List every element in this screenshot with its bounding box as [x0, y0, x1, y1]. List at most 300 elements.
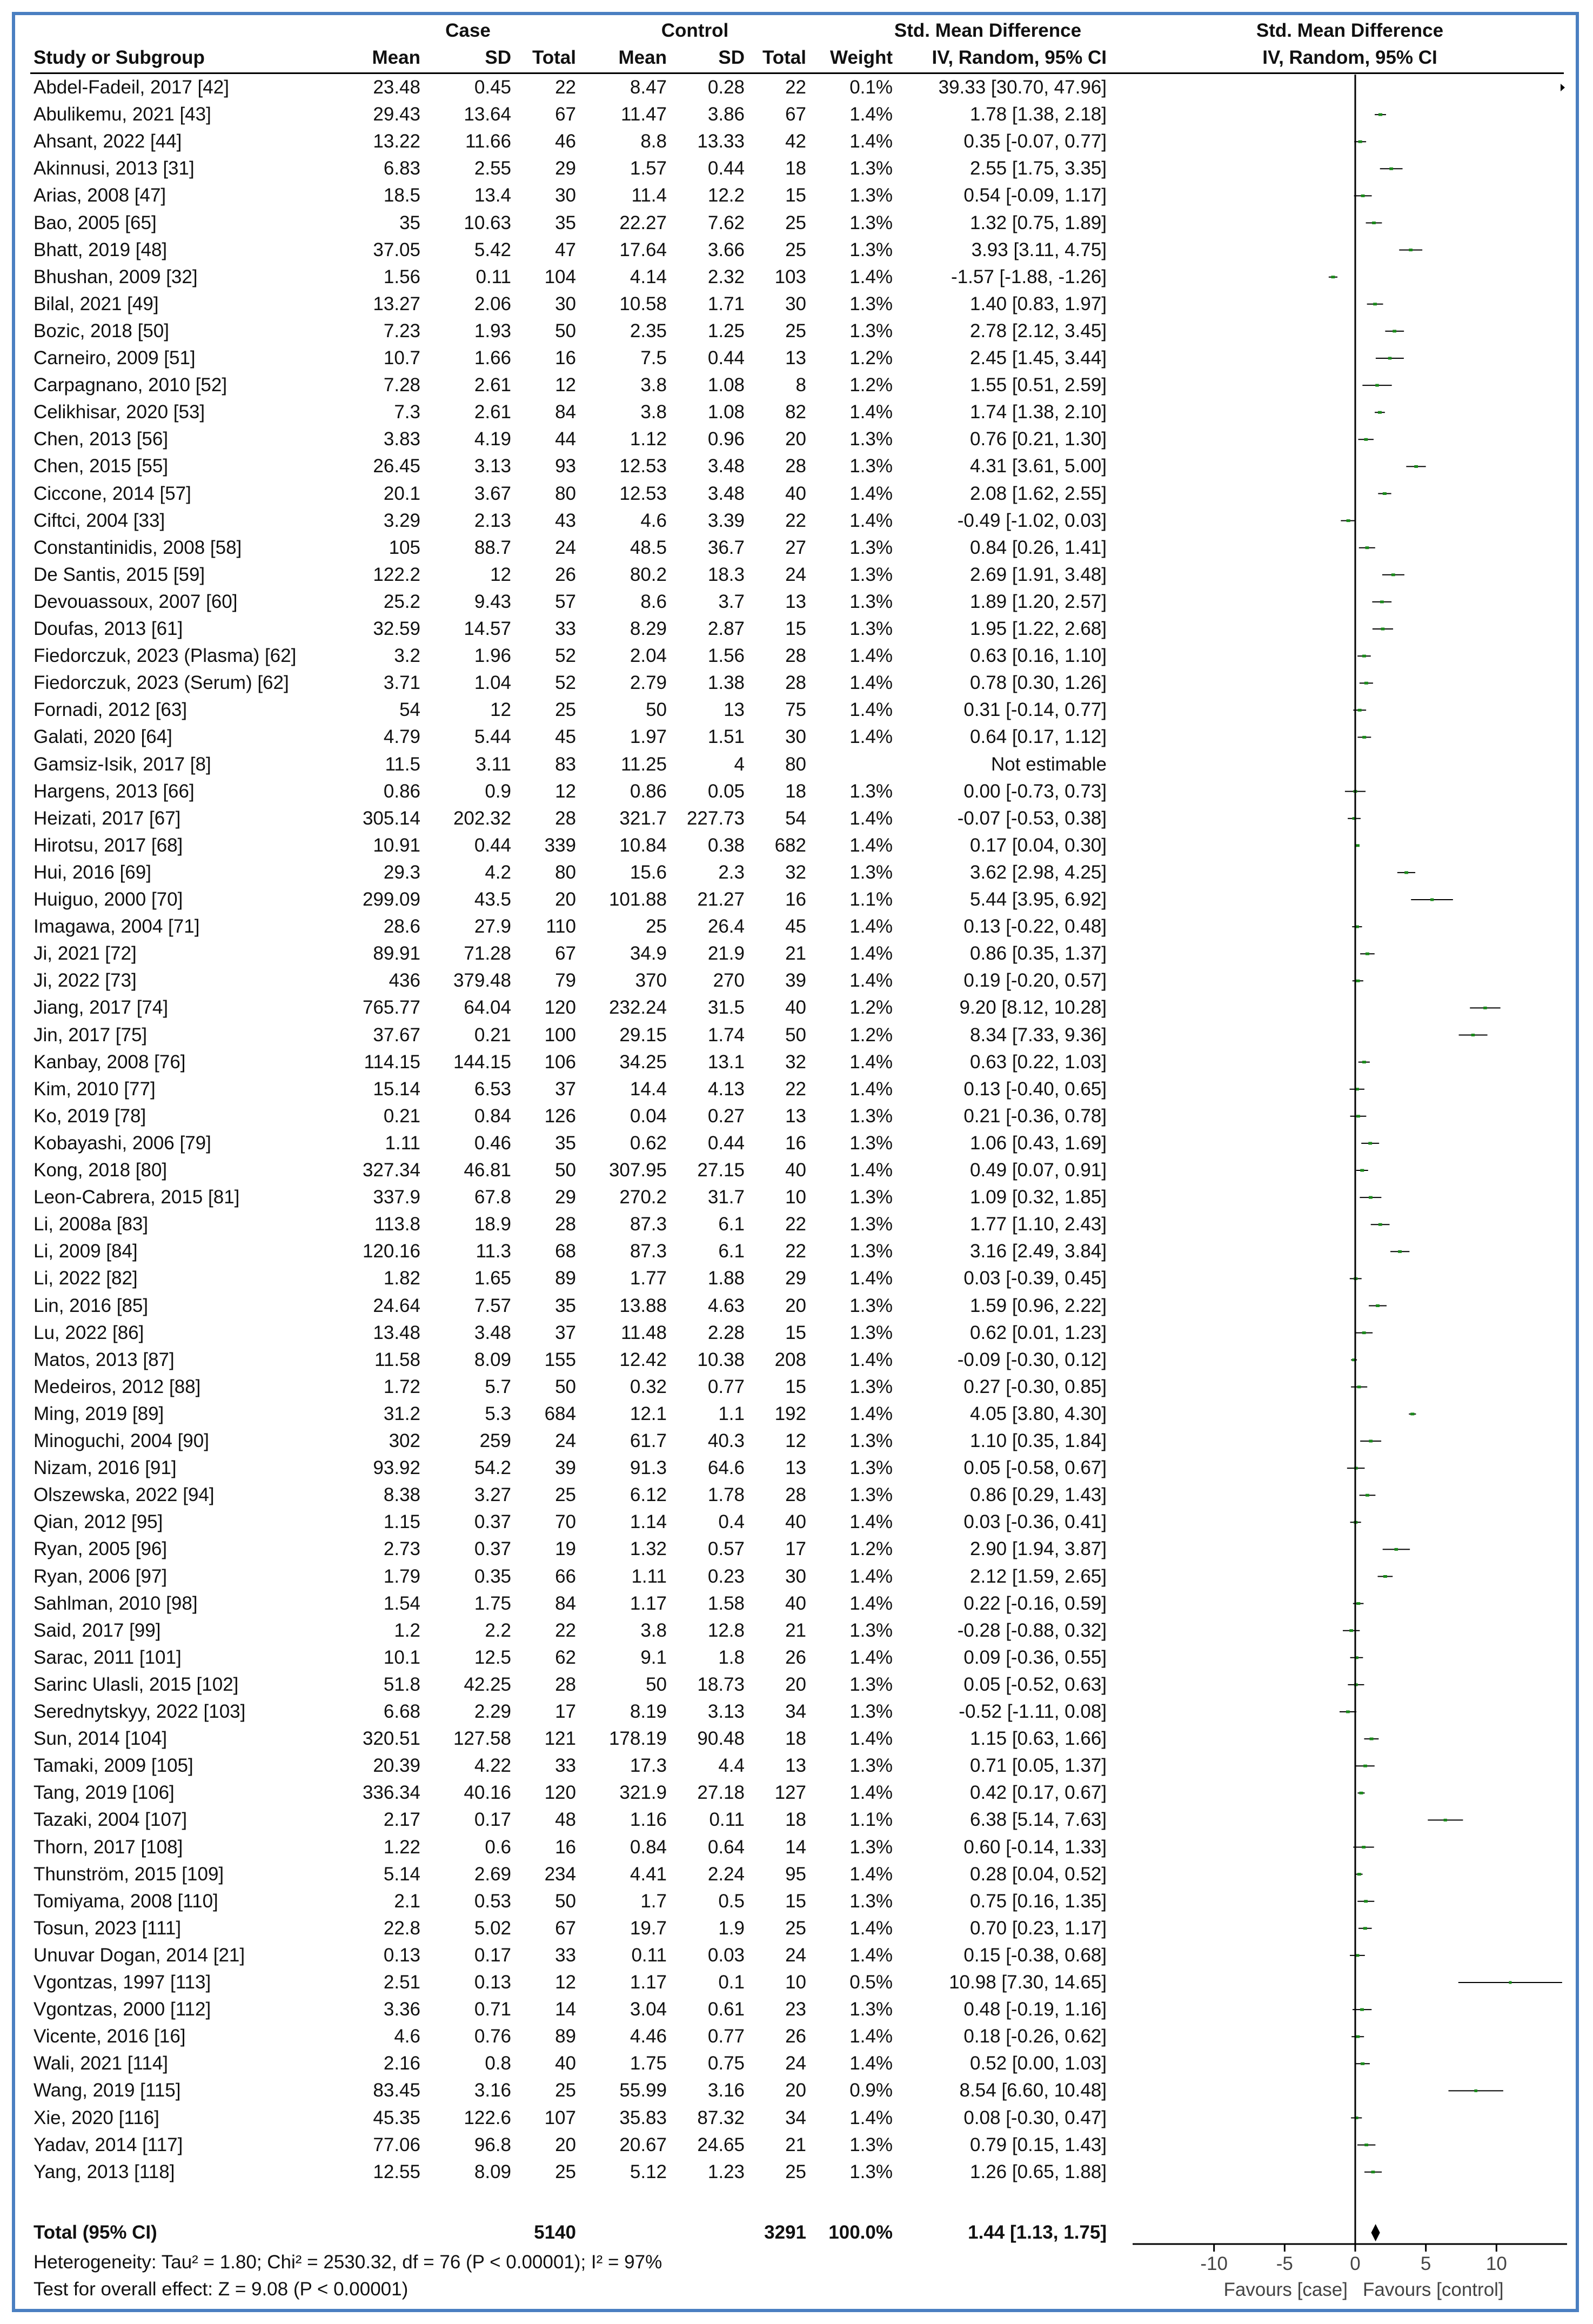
- smd-ci: 0.49 [0.07, 0.91]: [970, 1160, 1107, 1181]
- case-total: 80: [555, 861, 576, 883]
- weight: 0.5%: [849, 1972, 893, 1993]
- control-sd: 4.4: [718, 1755, 745, 1777]
- effect-marker: [1366, 953, 1369, 955]
- case-mean: 83.45: [373, 2080, 420, 2101]
- study-name: Chen, 2013 [56]: [34, 428, 169, 450]
- case-total: 48: [555, 1809, 576, 1831]
- effect-marker: [1383, 492, 1387, 495]
- control-sd: 3.16: [707, 2080, 745, 2101]
- case-sd: 67.8: [474, 1187, 511, 1208]
- effect-marker: [1361, 195, 1365, 197]
- control-mean: 34.9: [630, 943, 667, 965]
- case-total: 70: [555, 1511, 576, 1533]
- control-mean: 0.62: [630, 1132, 667, 1154]
- control-sd: 40.3: [707, 1430, 745, 1451]
- weight: 1.4%: [849, 2026, 893, 2047]
- case-total: 339: [544, 834, 576, 856]
- effect-marker: [1357, 1385, 1361, 1388]
- control-total: 23: [785, 1999, 806, 2020]
- study-name: Ciftci, 2004 [33]: [34, 510, 165, 531]
- case-total: 26: [555, 564, 576, 585]
- case-sd: 54.2: [474, 1457, 511, 1479]
- control-mean: 0.04: [630, 1105, 667, 1127]
- case-sd: 12: [490, 564, 511, 585]
- smd-ci: 1.77 [1.10, 2.43]: [970, 1214, 1107, 1235]
- case-total: 107: [544, 2107, 576, 2128]
- control-total: 15: [785, 1890, 806, 1912]
- case-sd: 96.8: [474, 2134, 511, 2155]
- control-mean: 15.6: [630, 861, 667, 883]
- effect-marker: [1372, 222, 1376, 224]
- case-sd: 5.3: [485, 1403, 511, 1424]
- case-sd: 1.04: [474, 672, 511, 694]
- control-mean: 87.3: [630, 1214, 667, 1235]
- weight: 1.2%: [849, 1538, 893, 1560]
- control-total: 103: [774, 266, 806, 287]
- study-name: Tosun, 2023 [111]: [34, 1917, 182, 1939]
- control-mean: 3.8: [640, 401, 667, 423]
- weight: 1.4%: [849, 1782, 893, 1804]
- effect-marker: [1366, 546, 1369, 549]
- effect-marker: [1383, 1575, 1387, 1578]
- smd-ci: 4.31 [3.61, 5.00]: [970, 456, 1107, 477]
- control-mean: 12.53: [619, 483, 667, 504]
- control-mean: 2.35: [630, 320, 667, 341]
- control-mean: 3.8: [640, 1619, 667, 1641]
- weight: 1.3%: [849, 2161, 893, 2182]
- case-sd: 11.66: [465, 131, 511, 152]
- case-mean: 12.55: [373, 2161, 420, 2182]
- weight: 1.4%: [849, 1592, 893, 1614]
- control-mean: 1.17: [630, 1592, 667, 1614]
- smd-ci: 6.38 [5.14, 7.63]: [970, 1809, 1107, 1831]
- case-mean: 37.67: [373, 1024, 420, 1046]
- effect-marker: [1356, 2035, 1360, 2038]
- case-mean: 10.7: [383, 347, 420, 369]
- smd-ci: 3.16 [2.49, 3.84]: [970, 1241, 1107, 1262]
- case-total: 110: [546, 916, 576, 937]
- case-total: 35: [555, 1295, 576, 1316]
- case-sd: 71.28: [464, 943, 511, 965]
- weight: 1.2%: [849, 997, 893, 1019]
- case-sd: 1.65: [474, 1268, 511, 1289]
- control-sd: 1.88: [707, 1268, 745, 1289]
- smd-ci: 0.03 [-0.39, 0.45]: [963, 1268, 1107, 1289]
- case-total: 25: [555, 2161, 576, 2182]
- control-sd: 2.28: [707, 1322, 745, 1343]
- smd-ci: 1.15 [0.63, 1.66]: [970, 1728, 1107, 1750]
- study-name: Bao, 2005 [65]: [34, 212, 157, 233]
- study-name: Li, 2022 [82]: [34, 1268, 138, 1289]
- case-mean: 299.09: [362, 889, 420, 910]
- case-sd: 3.67: [474, 483, 511, 504]
- weight: 1.4%: [849, 1160, 893, 1181]
- case-sd: 0.6: [485, 1836, 511, 1858]
- effect-marker: [1388, 357, 1392, 360]
- control-sd: 26.4: [707, 916, 745, 937]
- x-tick-label: 10: [1485, 2253, 1507, 2274]
- study-name: Lin, 2016 [85]: [34, 1295, 149, 1316]
- control-total: 40: [785, 483, 806, 504]
- study-name: Fiedorczuk, 2023 (Plasma) [62]: [34, 645, 297, 667]
- case-mean: 1.72: [383, 1376, 420, 1397]
- control-total: 30: [785, 726, 806, 748]
- case-mean: 35: [399, 212, 420, 233]
- control-sd: 0.77: [707, 2026, 745, 2047]
- smd-ci: 0.15 [-0.38, 0.68]: [963, 1944, 1107, 1966]
- case-sd: 6.53: [474, 1078, 511, 1100]
- study-name: Abulikemu, 2021 [43]: [34, 104, 211, 125]
- weight: 1.3%: [849, 1755, 893, 1777]
- smd-ci: 0.79 [0.15, 1.43]: [970, 2134, 1107, 2155]
- control-sd: 1.1: [718, 1403, 745, 1424]
- smd-ci: 1.89 [1.20, 2.57]: [970, 591, 1107, 612]
- case-total: 121: [544, 1728, 576, 1750]
- case-sd: 5.44: [474, 726, 511, 748]
- study-name: Bozic, 2018 [50]: [34, 320, 169, 341]
- control-sd: 0.77: [707, 1376, 745, 1397]
- study-name: Imagawa, 2004 [71]: [34, 916, 200, 937]
- pooled-diamond: [1371, 2224, 1380, 2241]
- study-name: Tazaki, 2004 [107]: [34, 1809, 188, 1831]
- weight: 1.4%: [849, 807, 893, 829]
- control-total: 14: [785, 1836, 806, 1858]
- smd-ci: 0.18 [-0.26, 0.62]: [963, 2026, 1107, 2047]
- control-mean: 91.3: [630, 1457, 667, 1479]
- case-sd: 202.32: [453, 807, 511, 829]
- control-total: 34: [785, 1701, 806, 1722]
- forest-plot: [1123, 75, 1577, 2312]
- weight: 1.3%: [849, 1214, 893, 1235]
- case-mean: 89.91: [373, 943, 420, 965]
- case-sd: 1.75: [474, 1592, 511, 1614]
- weight: 1.4%: [849, 672, 893, 694]
- weight: 1.4%: [849, 2053, 893, 2074]
- total-label: Total (95% CI): [34, 2222, 157, 2243]
- favours-control-label: Favours [control]: [1363, 2279, 1504, 2300]
- effect-marker: [1364, 1900, 1368, 1903]
- study-name: Ciccone, 2014 [57]: [34, 483, 191, 504]
- control-mean: 17.3: [630, 1755, 667, 1777]
- case-total: 126: [544, 1105, 576, 1127]
- case-mean: 11.58: [374, 1349, 420, 1370]
- control-total: 25: [785, 2161, 806, 2182]
- case-total: 684: [544, 1403, 576, 1424]
- case-total: 24: [555, 537, 576, 558]
- case-sd: 0.8: [485, 2053, 511, 2074]
- case-mean: 2.73: [383, 1538, 420, 1560]
- control-mean: 4.46: [630, 2026, 667, 2047]
- control-total: 25: [785, 320, 806, 341]
- case-sd: 0.13: [474, 1972, 511, 1993]
- study-name: Fornadi, 2012 [63]: [34, 699, 188, 721]
- case-total: 50: [555, 1160, 576, 1181]
- case-mean: 29.3: [383, 861, 420, 883]
- x-tick-label: -10: [1200, 2253, 1228, 2274]
- control-total: 15: [785, 1322, 806, 1343]
- case-mean: 51.8: [383, 1673, 420, 1695]
- control-total: 32: [785, 861, 806, 883]
- case-mean-header: Mean: [372, 47, 420, 68]
- case-mean: 11.5: [385, 753, 420, 775]
- case-sd: 0.17: [474, 1944, 511, 1966]
- control-mean: 101.88: [608, 889, 667, 910]
- weight: 1.3%: [849, 1673, 893, 1695]
- control-sd: 4.63: [707, 1295, 745, 1316]
- weight: 1.1%: [849, 889, 893, 910]
- control-mean: 12.42: [619, 1349, 667, 1370]
- control-sd: 0.23: [707, 1565, 745, 1587]
- control-total: 50: [785, 1024, 806, 1046]
- study-name: Qian, 2012 [95]: [34, 1511, 163, 1533]
- study-name: Xie, 2020 [116]: [34, 2107, 159, 2128]
- weight: 1.4%: [849, 1078, 893, 1100]
- study-name: Fiedorczuk, 2023 (Serum) [62]: [34, 672, 289, 694]
- weight: 1.3%: [849, 428, 893, 450]
- control-sd: 227.73: [686, 807, 745, 829]
- case-mean: 0.13: [383, 1944, 420, 1966]
- case-total: 67: [555, 1917, 576, 1939]
- smd-ci: 0.21 [-0.36, 0.78]: [963, 1105, 1107, 1127]
- overall-effect-text: Test for overall effect: Z = 9.08 (P < 0.00001): [34, 2279, 409, 2300]
- effect-marker: [1360, 2008, 1364, 2011]
- control-sd: 0.4: [718, 1511, 745, 1533]
- control-sd: 0.1: [718, 1972, 745, 1993]
- case-sd: 46.81: [464, 1160, 511, 1181]
- smd-ci: 10.98 [7.30, 14.65]: [949, 1972, 1107, 1993]
- effect-marker: [1398, 1250, 1402, 1253]
- smd-ci: 0.70 [0.23, 1.17]: [970, 1917, 1107, 1939]
- smd-ci: 0.13 [-0.22, 0.48]: [963, 916, 1107, 937]
- control-sd: 36.7: [707, 537, 745, 558]
- case-total: 30: [555, 293, 576, 314]
- control-sd: 31.7: [707, 1187, 745, 1208]
- case-total: 35: [555, 212, 576, 233]
- smd-ci: 8.34 [7.33, 9.36]: [970, 1024, 1107, 1046]
- study-name: Kobayashi, 2006 [79]: [34, 1132, 211, 1154]
- control-sd: 1.51: [707, 726, 745, 748]
- effect-marker: [1363, 1765, 1367, 1767]
- control-total: 32: [785, 1051, 806, 1073]
- weight: 1.4%: [849, 1403, 893, 1424]
- smd-ci: 0.08 [-0.30, 0.47]: [963, 2107, 1107, 2128]
- weight: 1.2%: [849, 347, 893, 369]
- case-sd: 0.84: [474, 1105, 511, 1127]
- effect-marker: [1364, 438, 1368, 441]
- case-sd: 2.55: [474, 158, 511, 179]
- control-total: 24: [785, 564, 806, 585]
- control-sd: 1.08: [707, 401, 745, 423]
- smd-ci: 0.71 [0.05, 1.37]: [970, 1755, 1107, 1777]
- smd-ci: 2.12 [1.59, 2.65]: [970, 1565, 1107, 1587]
- case-sd: 0.53: [474, 1890, 511, 1912]
- case-mean: 1.11: [385, 1132, 420, 1154]
- control-mean: 1.77: [630, 1268, 667, 1289]
- control-total: 16: [785, 889, 806, 910]
- effect-marker: [1376, 1304, 1380, 1307]
- case-total: 79: [555, 970, 576, 992]
- weight: 1.4%: [849, 726, 893, 748]
- study-name: Bhatt, 2019 [48]: [34, 239, 168, 260]
- smd-ci: 2.69 [1.91, 3.48]: [970, 564, 1107, 585]
- smd-ci: 0.27 [-0.30, 0.85]: [963, 1376, 1107, 1397]
- weight: 1.3%: [849, 564, 893, 585]
- case-total: 45: [555, 726, 576, 748]
- control-sd: 18.73: [697, 1673, 745, 1695]
- control-total: 20: [785, 1673, 806, 1695]
- control-total: 192: [774, 1403, 806, 1424]
- case-total: 28: [555, 807, 576, 829]
- case-total: 89: [555, 1268, 576, 1289]
- control-sd: 0.11: [709, 1809, 745, 1831]
- case-mean: 7.23: [383, 320, 420, 341]
- case-mean: 122.2: [373, 564, 420, 585]
- effect-marker: [1349, 1629, 1353, 1632]
- case-mean: 2.1: [394, 1890, 420, 1912]
- study-name: Bilal, 2021 [49]: [34, 293, 159, 314]
- case-mean: 1.56: [383, 266, 420, 287]
- control-total: 25: [785, 212, 806, 233]
- case-total: 25: [555, 1484, 576, 1506]
- effect-marker: [1509, 1981, 1511, 1984]
- case-mean: 7.28: [383, 374, 420, 396]
- case-total: 20: [555, 889, 576, 910]
- weight: 1.4%: [849, 104, 893, 125]
- weight: 1.3%: [849, 1890, 893, 1912]
- control-mean: 1.32: [630, 1538, 667, 1560]
- weight: 1.3%: [849, 185, 893, 206]
- study-name: Vgontzas, 1997 [113]: [34, 1972, 211, 1993]
- case-total: 12: [555, 374, 576, 396]
- control-mean: 6.12: [630, 1484, 667, 1506]
- case-sd: 9.43: [474, 591, 511, 612]
- control-sd: 0.64: [707, 1836, 745, 1858]
- control-mean: 1.17: [630, 1972, 667, 1993]
- effect-marker: [1346, 1711, 1350, 1713]
- control-total: 15: [785, 618, 806, 639]
- control-mean: 8.47: [630, 77, 667, 98]
- effect-marker: [1430, 899, 1434, 901]
- study-name: Nizam, 2016 [91]: [34, 1457, 177, 1479]
- smd-ci: 0.78 [0.30, 1.26]: [970, 672, 1107, 694]
- effect-marker: [1360, 1169, 1364, 1172]
- effect-marker: [1364, 682, 1368, 685]
- case-total: 12: [555, 1972, 576, 1993]
- study-name: Tomiyama, 2008 [110]: [34, 1890, 218, 1912]
- control-sd: 1.08: [707, 374, 745, 396]
- weight: 1.3%: [849, 1376, 893, 1397]
- control-sd: 1.58: [707, 1592, 745, 1614]
- case-mean: 54: [399, 699, 420, 721]
- case-mean: 3.29: [383, 510, 420, 531]
- case-total: 84: [555, 1592, 576, 1614]
- case-mean: 3.71: [383, 672, 420, 694]
- case-mean: 32.59: [373, 618, 420, 639]
- case-mean: 6.68: [383, 1701, 420, 1722]
- control-total: 67: [785, 104, 806, 125]
- study-name: Huiguo, 2000 [70]: [34, 889, 183, 910]
- case-total: 29: [555, 1187, 576, 1208]
- weight: 1.3%: [849, 1619, 893, 1641]
- effect-marker: [1359, 1792, 1363, 1794]
- weight: 1.3%: [849, 1241, 893, 1262]
- smd-ci: 0.22 [-0.16, 0.59]: [963, 1592, 1107, 1614]
- control-total: 13: [785, 1457, 806, 1479]
- case-sd: 13.4: [474, 185, 511, 206]
- smd-ci: 0.42 [0.17, 0.67]: [970, 1782, 1107, 1804]
- case-sd: 0.9: [485, 780, 511, 802]
- case-sd: 3.48: [474, 1322, 511, 1343]
- control-sd: 21.9: [707, 943, 745, 965]
- study-name: Bhushan, 2009 [32]: [34, 266, 198, 287]
- effect-marker: [1393, 330, 1396, 332]
- case-sd: 2.06: [474, 293, 511, 314]
- smd-ci: 0.63 [0.16, 1.10]: [970, 645, 1107, 667]
- smd-ci: -0.07 [-0.53, 0.38]: [957, 807, 1107, 829]
- smd-ci: -0.52 [-1.11, 0.08]: [959, 1701, 1107, 1722]
- control-mean: 321.9: [619, 1782, 667, 1804]
- control-total: 8: [795, 374, 806, 396]
- control-sd: 1.8: [718, 1646, 745, 1668]
- offscale-arrow: [1561, 84, 1565, 91]
- control-mean: 34.25: [619, 1051, 667, 1073]
- smd-ci: 0.09 [-0.36, 0.55]: [963, 1646, 1107, 1668]
- weight: 1.3%: [849, 618, 893, 639]
- case-mean: 22.8: [383, 1917, 420, 1939]
- control-mean: 2.04: [630, 645, 667, 667]
- case-total: 67: [555, 943, 576, 965]
- weight: 1.3%: [849, 780, 893, 802]
- effect-marker: [1356, 980, 1360, 982]
- weight: 1.4%: [849, 266, 893, 287]
- effect-marker: [1356, 1115, 1360, 1117]
- control-total: 20: [785, 2080, 806, 2101]
- forest-plot-frame: [12, 12, 1579, 2312]
- control-total: 54: [785, 807, 806, 829]
- case-total: 30: [555, 185, 576, 206]
- weight: 0.9%: [849, 2080, 893, 2101]
- case-mean: 20.39: [373, 1755, 420, 1777]
- weight: 1.3%: [849, 1322, 893, 1343]
- control-sd: 3.7: [718, 591, 745, 612]
- control-total: 22: [785, 77, 806, 98]
- weight: 1.4%: [849, 1728, 893, 1750]
- case-sd: 7.57: [474, 1295, 511, 1316]
- weight: 1.3%: [849, 1132, 893, 1154]
- study-name: Devouassoux, 2007 [60]: [34, 591, 238, 612]
- case-sd: 27.9: [474, 916, 511, 937]
- case-total: 33: [555, 1944, 576, 1966]
- study-name: Arias, 2008 [47]: [34, 185, 166, 206]
- control-sd: 0.44: [707, 347, 745, 369]
- case-sd: 0.76: [474, 2026, 511, 2047]
- control-sd: 6.1: [718, 1241, 745, 1262]
- effect-marker: [1414, 465, 1418, 468]
- weight: 1.3%: [849, 2134, 893, 2155]
- case-mean: 6.83: [383, 158, 420, 179]
- smd-ci: -1.57 [-1.88, -1.26]: [951, 266, 1107, 287]
- control-sd: 1.74: [707, 1024, 745, 1046]
- smd-ci: 1.32 [0.75, 1.89]: [970, 212, 1107, 233]
- smd-ci: 1.55 [0.51, 2.59]: [970, 374, 1107, 396]
- control-mean: 14.4: [630, 1078, 667, 1100]
- effect-marker: [1391, 573, 1395, 576]
- smd-ci: 2.45 [1.45, 3.44]: [970, 347, 1107, 369]
- case-mean: 120.16: [362, 1241, 420, 1262]
- study-name: Matos, 2013 [87]: [34, 1349, 175, 1370]
- case-total: 80: [555, 483, 576, 504]
- control-total: 40: [785, 1160, 806, 1181]
